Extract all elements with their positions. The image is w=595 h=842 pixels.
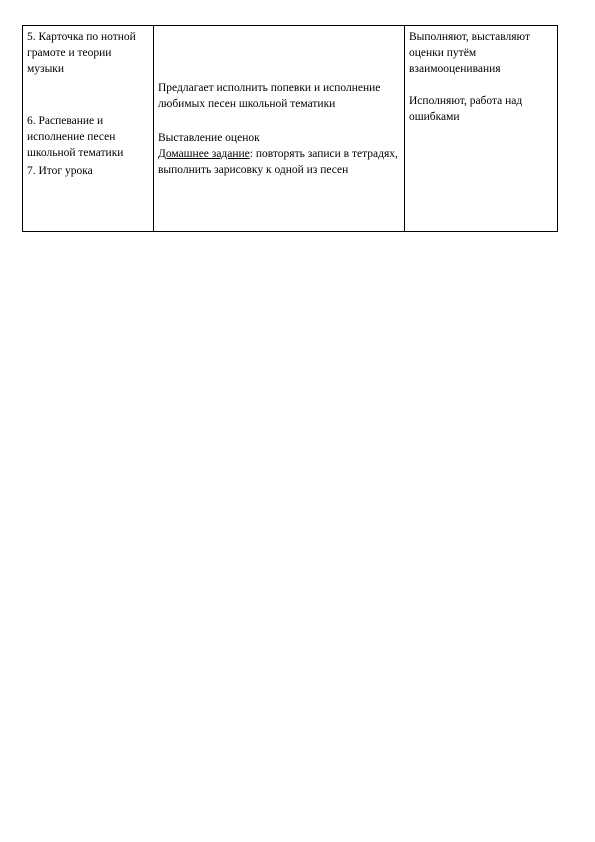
stage-7-text: 7. Итог урока: [27, 165, 93, 177]
lesson-plan-table: [22, 25, 558, 232]
stage-6-text: 6. Распевание и исполнение песен школьной тематики: [27, 115, 124, 159]
student-activity-cell: [405, 26, 558, 232]
peer-grading-text: Выполняют, выставляют оценки путём взаимооценивания: [409, 31, 530, 75]
grading-text: Выставление оценок: [158, 132, 260, 144]
singing-activity-text: Предлагает исполнить попевки и исполнение любимых песен школьной тематики: [158, 82, 381, 110]
homework-details: : повторять записи в тетрадях, выполнить зарисовку к одной из песен: [158, 148, 398, 176]
table-row: [23, 26, 558, 232]
teacher-activity-cell: [154, 26, 405, 232]
correction-text: Исполняют, работа над ошибками: [409, 95, 523, 123]
homework-label: Домашнее задание: [158, 148, 250, 160]
stage-5-text: 5. Карточка по нотной грамоте и теории музыки: [27, 31, 136, 75]
stages-cell: [23, 26, 154, 232]
homework-text: [158, 146, 400, 178]
